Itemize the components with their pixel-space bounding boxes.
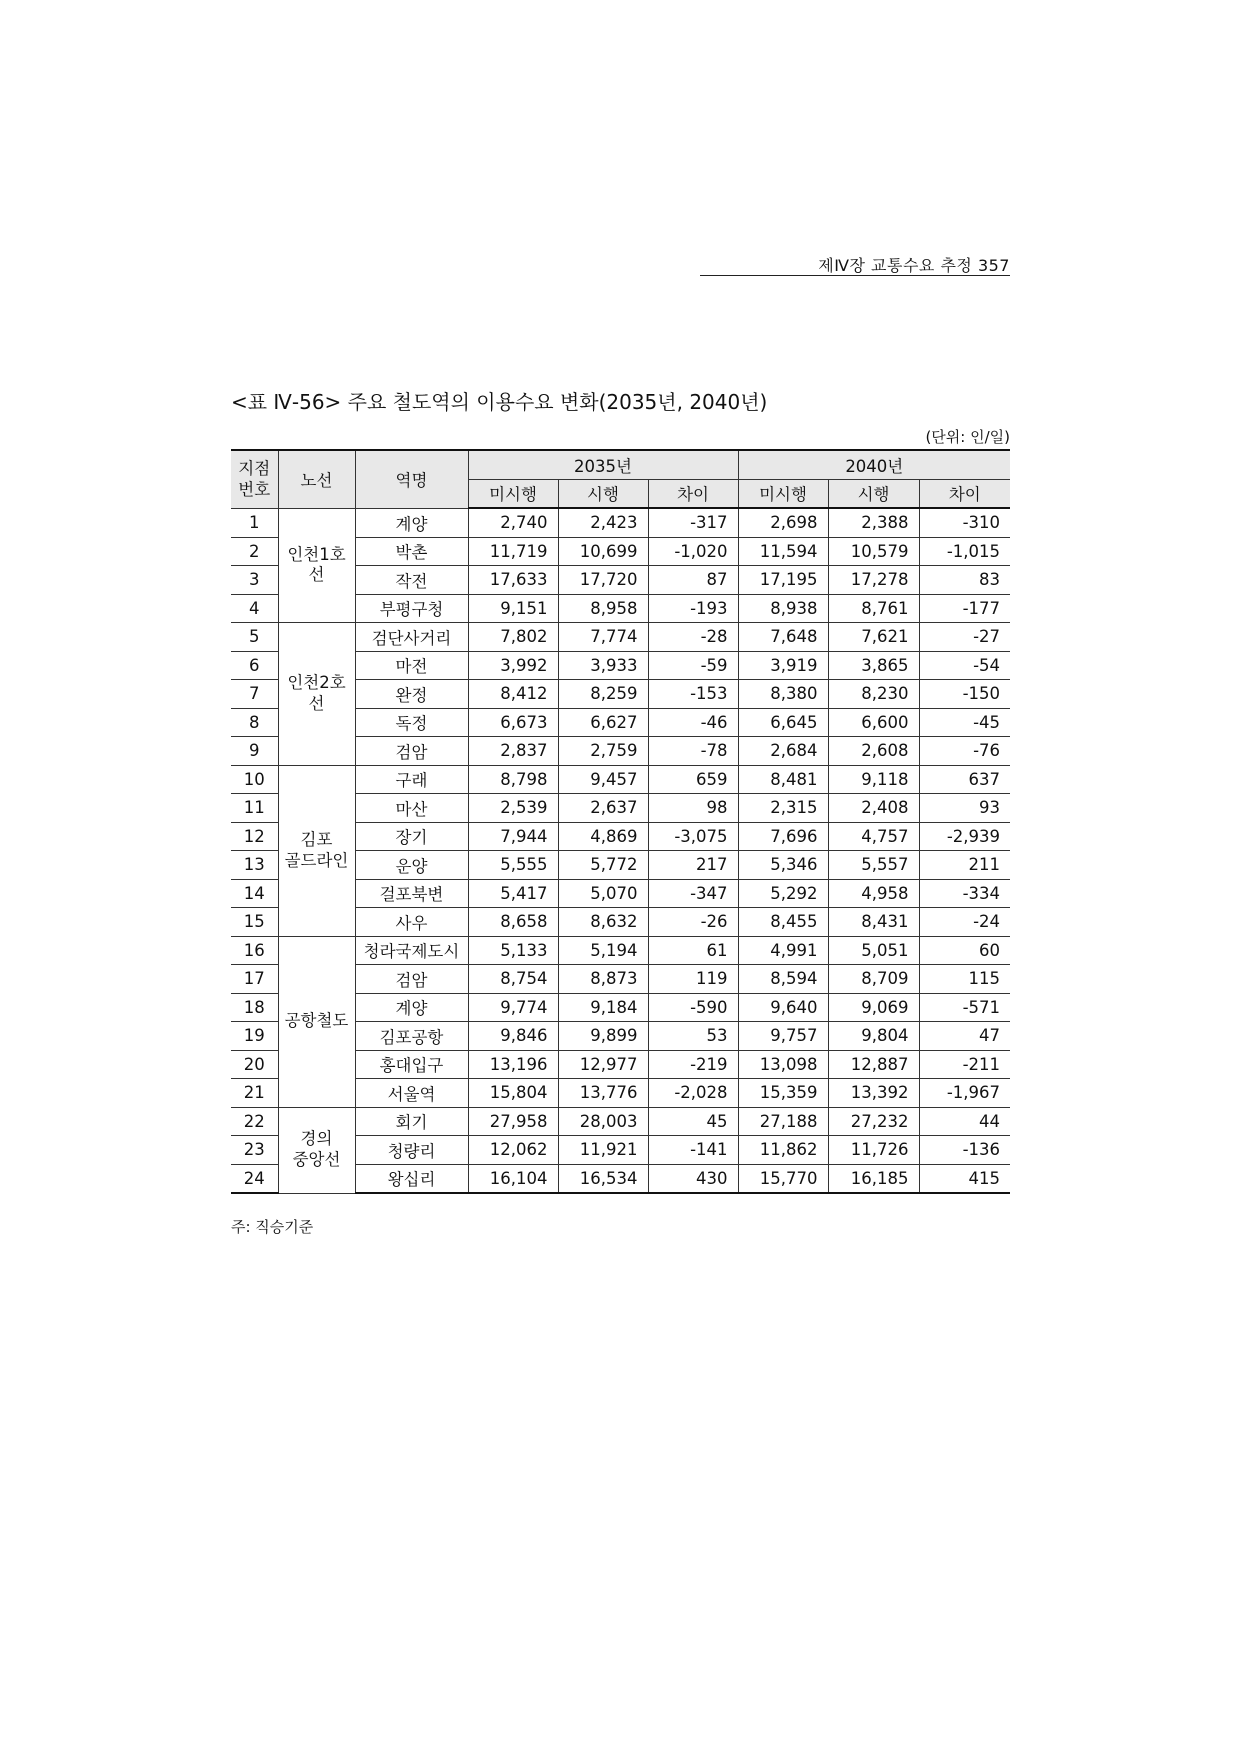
sub-header: 시행 — [558, 479, 648, 508]
value-cell: -59 — [648, 651, 738, 680]
value-cell: 8,455 — [738, 908, 828, 937]
value-cell: -310 — [919, 508, 1010, 537]
value-cell: -1,967 — [919, 1079, 1010, 1108]
value-cell: 2,423 — [558, 508, 648, 537]
station-name: 계양 — [355, 508, 468, 537]
value-cell: 8,798 — [468, 765, 558, 794]
value-cell: 2,759 — [558, 737, 648, 766]
value-cell: 28,003 — [558, 1107, 648, 1136]
value-cell: 93 — [919, 794, 1010, 823]
value-cell: 2,684 — [738, 737, 828, 766]
value-cell: 17,633 — [468, 566, 558, 595]
value-cell: 87 — [648, 566, 738, 595]
value-cell: -141 — [648, 1136, 738, 1165]
value-cell: 4,869 — [558, 822, 648, 851]
sub-header: 시행 — [828, 479, 919, 508]
sub-header: 차이 — [648, 479, 738, 508]
value-cell: 8,259 — [558, 680, 648, 709]
value-cell: 98 — [648, 794, 738, 823]
value-cell: 8,412 — [468, 680, 558, 709]
value-cell: 8,594 — [738, 965, 828, 994]
value-cell: 211 — [919, 851, 1010, 880]
value-cell: 2,698 — [738, 508, 828, 537]
value-cell: 12,887 — [828, 1050, 919, 1079]
value-cell: -27 — [919, 623, 1010, 652]
station-name: 검암 — [355, 965, 468, 994]
point-number: 15 — [231, 908, 278, 937]
value-cell: -54 — [919, 651, 1010, 680]
value-cell: 5,194 — [558, 936, 648, 965]
point-number: 5 — [231, 623, 278, 652]
value-cell: 9,640 — [738, 993, 828, 1022]
station-name: 청라국제도시 — [355, 936, 468, 965]
value-cell: -211 — [919, 1050, 1010, 1079]
point-number: 14 — [231, 879, 278, 908]
value-cell: 17,720 — [558, 566, 648, 595]
value-cell: 7,621 — [828, 623, 919, 652]
point-number: 4 — [231, 594, 278, 623]
line-name: 인천1호선 — [278, 508, 355, 623]
value-cell: 16,534 — [558, 1164, 648, 1193]
station-name: 구래 — [355, 765, 468, 794]
value-cell: -219 — [648, 1050, 738, 1079]
value-cell: 9,757 — [738, 1022, 828, 1051]
value-cell: 9,151 — [468, 594, 558, 623]
station-name: 부평구청 — [355, 594, 468, 623]
value-cell: 11,921 — [558, 1136, 648, 1165]
value-cell: 11,719 — [468, 537, 558, 566]
value-cell: 8,632 — [558, 908, 648, 937]
station-name: 회기 — [355, 1107, 468, 1136]
value-cell: 115 — [919, 965, 1010, 994]
line-name: 경의 중앙선 — [278, 1107, 355, 1193]
value-cell: 8,761 — [828, 594, 919, 623]
value-cell: -76 — [919, 737, 1010, 766]
value-cell: 17,278 — [828, 566, 919, 595]
value-cell: 27,958 — [468, 1107, 558, 1136]
value-cell: 15,770 — [738, 1164, 828, 1193]
value-cell: 7,696 — [738, 822, 828, 851]
point-number: 13 — [231, 851, 278, 880]
value-cell: 7,648 — [738, 623, 828, 652]
value-cell: 13,098 — [738, 1050, 828, 1079]
value-cell: 10,579 — [828, 537, 919, 566]
value-cell: 659 — [648, 765, 738, 794]
value-cell: 2,837 — [468, 737, 558, 766]
value-cell: 17,195 — [738, 566, 828, 595]
value-cell: 2,740 — [468, 508, 558, 537]
value-cell: 5,417 — [468, 879, 558, 908]
value-cell: 5,772 — [558, 851, 648, 880]
running-header: 제Ⅳ장 교통수요 추정 357 — [700, 253, 1010, 276]
col-header-line: 노선 — [278, 450, 355, 508]
value-cell: 8,481 — [738, 765, 828, 794]
station-name: 마전 — [355, 651, 468, 680]
sub-header: 미시행 — [738, 479, 828, 508]
value-cell: 2,315 — [738, 794, 828, 823]
point-number: 1 — [231, 508, 278, 537]
value-cell: 11,594 — [738, 537, 828, 566]
value-cell: 637 — [919, 765, 1010, 794]
value-cell: 8,658 — [468, 908, 558, 937]
value-cell: -26 — [648, 908, 738, 937]
value-cell: 8,958 — [558, 594, 648, 623]
point-number: 3 — [231, 566, 278, 595]
value-cell: 13,196 — [468, 1050, 558, 1079]
value-cell: -347 — [648, 879, 738, 908]
point-number: 19 — [231, 1022, 278, 1051]
station-name: 완정 — [355, 680, 468, 709]
point-number: 21 — [231, 1079, 278, 1108]
station-name: 계양 — [355, 993, 468, 1022]
value-cell: 217 — [648, 851, 738, 880]
value-cell: -24 — [919, 908, 1010, 937]
value-cell: -334 — [919, 879, 1010, 908]
table-title: <표 Ⅳ-56> 주요 철도역의 이용수요 변화(2035년, 2040년) — [231, 390, 768, 414]
point-number: 17 — [231, 965, 278, 994]
value-cell: 2,608 — [828, 737, 919, 766]
footnote: 주: 직승기준 — [231, 1218, 314, 1236]
value-cell: 6,600 — [828, 708, 919, 737]
value-cell: 7,774 — [558, 623, 648, 652]
value-cell: -150 — [919, 680, 1010, 709]
value-cell: 44 — [919, 1107, 1010, 1136]
station-name: 왕십리 — [355, 1164, 468, 1193]
value-cell: 415 — [919, 1164, 1010, 1193]
value-cell: 4,958 — [828, 879, 919, 908]
sub-header: 차이 — [919, 479, 1010, 508]
station-name: 장기 — [355, 822, 468, 851]
point-number: 23 — [231, 1136, 278, 1165]
station-name: 걸포북변 — [355, 879, 468, 908]
col-header-station: 역명 — [355, 450, 468, 508]
point-number: 16 — [231, 936, 278, 965]
value-cell: 83 — [919, 566, 1010, 595]
station-name: 마산 — [355, 794, 468, 823]
station-name: 작전 — [355, 566, 468, 595]
station-name: 박촌 — [355, 537, 468, 566]
value-cell: 12,062 — [468, 1136, 558, 1165]
value-cell: 61 — [648, 936, 738, 965]
value-cell: 3,933 — [558, 651, 648, 680]
value-cell: 3,992 — [468, 651, 558, 680]
value-cell: 47 — [919, 1022, 1010, 1051]
value-cell: 6,673 — [468, 708, 558, 737]
value-cell: 53 — [648, 1022, 738, 1051]
col-header-2035: 2035년 — [468, 450, 738, 479]
value-cell: 4,991 — [738, 936, 828, 965]
value-cell: 6,627 — [558, 708, 648, 737]
value-cell: 9,184 — [558, 993, 648, 1022]
station-name: 운양 — [355, 851, 468, 880]
point-number: 7 — [231, 680, 278, 709]
value-cell: 9,118 — [828, 765, 919, 794]
value-cell: 5,555 — [468, 851, 558, 880]
value-cell: 16,104 — [468, 1164, 558, 1193]
value-cell: 12,977 — [558, 1050, 648, 1079]
value-cell: 8,754 — [468, 965, 558, 994]
value-cell: 119 — [648, 965, 738, 994]
station-name: 검단사거리 — [355, 623, 468, 652]
value-cell: 5,133 — [468, 936, 558, 965]
table-row — [231, 623, 1010, 652]
point-number: 6 — [231, 651, 278, 680]
value-cell: 2,539 — [468, 794, 558, 823]
station-name: 검암 — [355, 737, 468, 766]
value-cell: 9,804 — [828, 1022, 919, 1051]
value-cell: 45 — [648, 1107, 738, 1136]
value-cell: -177 — [919, 594, 1010, 623]
value-cell: 15,359 — [738, 1079, 828, 1108]
value-cell: -590 — [648, 993, 738, 1022]
value-cell: 5,346 — [738, 851, 828, 880]
value-cell: -1,020 — [648, 537, 738, 566]
value-cell: 4,757 — [828, 822, 919, 851]
value-cell: 9,774 — [468, 993, 558, 1022]
value-cell: 5,051 — [828, 936, 919, 965]
value-cell: 2,408 — [828, 794, 919, 823]
value-cell: 5,557 — [828, 851, 919, 880]
value-cell: -571 — [919, 993, 1010, 1022]
value-cell: 27,232 — [828, 1107, 919, 1136]
value-cell: -193 — [648, 594, 738, 623]
value-cell: -1,015 — [919, 537, 1010, 566]
value-cell: 7,802 — [468, 623, 558, 652]
col-header-2040: 2040년 — [738, 450, 1010, 479]
point-number: 20 — [231, 1050, 278, 1079]
value-cell: 8,873 — [558, 965, 648, 994]
value-cell: 8,709 — [828, 965, 919, 994]
value-cell: 10,699 — [558, 537, 648, 566]
table-row — [231, 765, 1010, 794]
value-cell: 2,388 — [828, 508, 919, 537]
line-name: 인천2호선 — [278, 623, 355, 766]
value-cell: 7,944 — [468, 822, 558, 851]
value-cell: -136 — [919, 1136, 1010, 1165]
station-name: 사우 — [355, 908, 468, 937]
value-cell: 9,846 — [468, 1022, 558, 1051]
value-cell: 8,380 — [738, 680, 828, 709]
demand-table — [231, 449, 1010, 1194]
station-name: 독정 — [355, 708, 468, 737]
station-name: 청량리 — [355, 1136, 468, 1165]
table-row — [231, 1107, 1010, 1136]
value-cell: 11,862 — [738, 1136, 828, 1165]
value-cell: 430 — [648, 1164, 738, 1193]
sub-header: 미시행 — [468, 479, 558, 508]
point-number: 10 — [231, 765, 278, 794]
col-header-no: 지점 번호 — [231, 450, 278, 508]
line-name: 김포 골드라인 — [278, 765, 355, 936]
value-cell: 3,865 — [828, 651, 919, 680]
station-name: 서울역 — [355, 1079, 468, 1108]
value-cell: 11,726 — [828, 1136, 919, 1165]
point-number: 11 — [231, 794, 278, 823]
line-name: 공항철도 — [278, 936, 355, 1107]
value-cell: 13,392 — [828, 1079, 919, 1108]
table-body — [231, 508, 1010, 1193]
value-cell: -2,939 — [919, 822, 1010, 851]
point-number: 12 — [231, 822, 278, 851]
station-name: 홍대입구 — [355, 1050, 468, 1079]
value-cell: 8,938 — [738, 594, 828, 623]
unit-note: (단위: 인/일) — [925, 428, 1010, 446]
value-cell: 3,919 — [738, 651, 828, 680]
point-number: 24 — [231, 1164, 278, 1193]
value-cell: -45 — [919, 708, 1010, 737]
point-number: 18 — [231, 993, 278, 1022]
value-cell: 9,899 — [558, 1022, 648, 1051]
value-cell: 5,292 — [738, 879, 828, 908]
value-cell: 6,645 — [738, 708, 828, 737]
station-name: 김포공항 — [355, 1022, 468, 1051]
point-number: 9 — [231, 737, 278, 766]
table-row — [231, 508, 1010, 537]
point-number: 22 — [231, 1107, 278, 1136]
value-cell: 15,804 — [468, 1079, 558, 1108]
value-cell: -46 — [648, 708, 738, 737]
value-cell: 9,457 — [558, 765, 648, 794]
value-cell: 2,637 — [558, 794, 648, 823]
value-cell: -317 — [648, 508, 738, 537]
value-cell: 8,431 — [828, 908, 919, 937]
value-cell: 13,776 — [558, 1079, 648, 1108]
point-number: 8 — [231, 708, 278, 737]
value-cell: 60 — [919, 936, 1010, 965]
value-cell: -2,028 — [648, 1079, 738, 1108]
value-cell: 5,070 — [558, 879, 648, 908]
value-cell: -78 — [648, 737, 738, 766]
table-row — [231, 936, 1010, 965]
value-cell: 16,185 — [828, 1164, 919, 1193]
value-cell: -3,075 — [648, 822, 738, 851]
value-cell: -28 — [648, 623, 738, 652]
point-number: 2 — [231, 537, 278, 566]
value-cell: 27,188 — [738, 1107, 828, 1136]
value-cell: 8,230 — [828, 680, 919, 709]
value-cell: -153 — [648, 680, 738, 709]
value-cell: 9,069 — [828, 993, 919, 1022]
